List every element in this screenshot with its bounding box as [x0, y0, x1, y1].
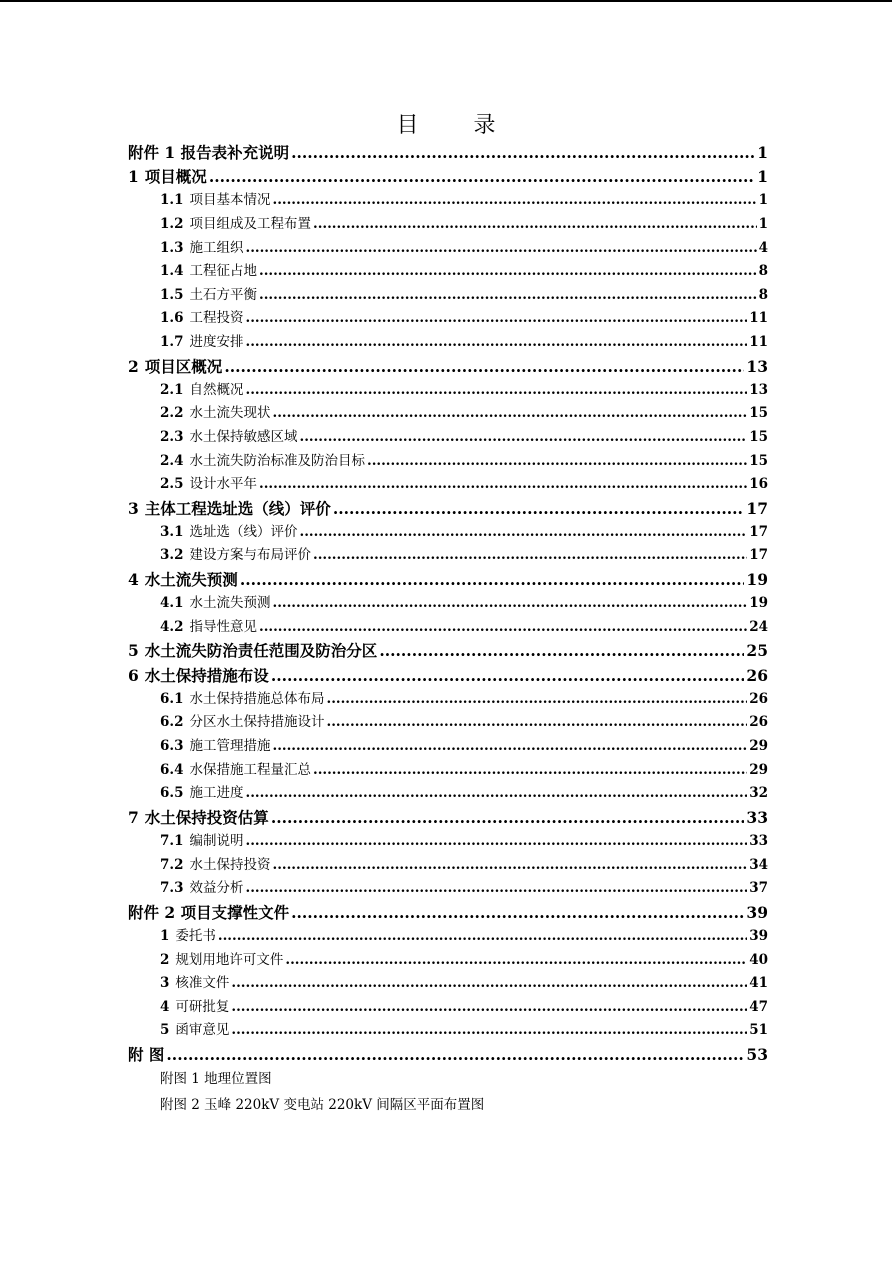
toc-entry-title: 施工进度: [189, 785, 244, 802]
toc-entry[interactable]: [160, 189, 768, 213]
toc-entry-page: 47: [749, 998, 768, 1015]
toc-dot-leader: [231, 996, 747, 1020]
toc-dot-leader: [273, 592, 748, 616]
toc-dot-leader: [246, 237, 757, 261]
page-title: 目 录: [396, 113, 520, 138]
toc-entry[interactable]: [160, 1067, 768, 1093]
toc-dot-leader: [291, 141, 755, 165]
toc-entry-title: 项目基本情况: [189, 192, 271, 209]
toc-entry-title: 附件 2 项目支撑性文件: [128, 902, 290, 922]
toc-entry-title: 设计水平年: [189, 476, 257, 493]
toc-entry-number: 3.2: [160, 547, 184, 564]
toc-entry-title: 自然概况: [189, 381, 244, 398]
toc-entry[interactable]: [160, 877, 768, 901]
toc-entry-title: 水土流失防治标准及防治目标: [189, 452, 365, 469]
toc-entry-page: 1: [758, 192, 768, 209]
toc-dot-leader: [259, 616, 747, 640]
toc-entry-title: 进度安排: [189, 333, 244, 350]
toc-entry[interactable]: [160, 213, 768, 237]
toc-entry-page: 17: [749, 547, 768, 564]
toc-dot-leader: [273, 735, 748, 759]
table-of-contents: [0, 141, 892, 1118]
toc-entry[interactable]: [128, 568, 768, 592]
toc-entry-page: 4: [758, 239, 768, 256]
toc-entry-page: 33: [746, 807, 768, 827]
toc-entry-page: 39: [746, 902, 768, 922]
toc-entry-number: 4: [128, 570, 139, 590]
toc-entry[interactable]: [160, 284, 768, 308]
toc-entry[interactable]: [160, 450, 768, 474]
toc-entry-number: 7.1: [160, 832, 184, 849]
toc-entry-page: 17: [749, 523, 768, 540]
toc-dot-leader: [259, 260, 757, 284]
toc-entry[interactable]: [160, 307, 768, 331]
toc-entry[interactable]: [160, 237, 768, 261]
toc-dot-leader: [231, 972, 747, 996]
toc-entry[interactable]: [160, 402, 768, 426]
toc-entry[interactable]: [160, 949, 768, 973]
toc-entry-number: 6.4: [160, 761, 184, 778]
toc-entry[interactable]: [160, 830, 768, 854]
toc-entry[interactable]: [160, 996, 768, 1020]
toc-entry-number: 1.5: [160, 286, 184, 303]
toc-entry-title: 水土保持敏感区域: [189, 428, 298, 445]
toc-entry-number: 3.1: [160, 523, 184, 540]
toc-entry-page: 1: [758, 215, 768, 232]
toc-entry[interactable]: [128, 639, 768, 663]
toc-entry-page: 15: [749, 428, 768, 445]
toc-entry-title: 水土保持措施总体布局: [189, 690, 325, 707]
toc-entry-page: 26: [746, 665, 768, 685]
toc-dot-leader: [231, 1019, 747, 1043]
toc-entry-page: 1: [757, 143, 768, 162]
toc-dot-leader: [300, 426, 748, 450]
toc-entry[interactable]: [160, 782, 768, 806]
toc-entry-title: 主体工程选址选（线）评价: [144, 498, 331, 518]
toc-entry-title: 项目组成及工程布置: [189, 215, 311, 232]
toc-dot-leader: [273, 189, 757, 213]
toc-entry[interactable]: [160, 592, 768, 616]
toc-entry-number: 6: [128, 665, 139, 685]
toc-entry-page: 11: [749, 333, 768, 350]
toc-entry-number: 2: [128, 356, 139, 376]
toc-entry-page: 26: [749, 714, 768, 731]
toc-entry-title: 水土流失预测: [144, 570, 238, 590]
toc-dot-leader: [327, 688, 748, 712]
toc-entry-number: 6.5: [160, 785, 184, 802]
toc-dot-leader: [246, 379, 748, 403]
toc-entry-page: 11: [749, 310, 768, 327]
toc-entry-number: 2.2: [160, 405, 184, 422]
toc-entry-page: 34: [749, 856, 768, 873]
toc-entry-title: 工程征占地: [189, 263, 257, 280]
toc-entry-number: 5: [128, 641, 139, 661]
toc-dot-leader: [246, 830, 748, 854]
toc-entry-title: 附图 1 地理位置图: [160, 1071, 272, 1088]
toc-entry-title: 编制说明: [189, 832, 244, 849]
toc-entry-number: 1.3: [160, 239, 184, 256]
toc-entry-title: 委托书: [175, 927, 216, 944]
toc-entry[interactable]: [128, 165, 768, 189]
toc-entry-title: 函审意见: [175, 1022, 230, 1039]
toc-entry-number: 1.7: [160, 333, 184, 350]
toc-entry-page: 17: [746, 498, 768, 518]
toc-entry-page: 19: [746, 570, 768, 590]
toc-entry-number: 7: [128, 807, 139, 827]
toc-entry-title: 效益分析: [189, 880, 244, 897]
toc-entry[interactable]: [160, 1019, 768, 1043]
toc-entry-title: 水土流失现状: [189, 405, 271, 422]
toc-entry-page: 32: [749, 785, 768, 802]
toc-entry-title: 施工管理措施: [189, 738, 271, 754]
toc-entry-number: 6.1: [160, 690, 184, 707]
toc-entry-number: 2.3: [160, 428, 184, 445]
toc-entry-page: 25: [746, 641, 768, 661]
toc-dot-leader: [291, 901, 744, 925]
toc-dot-leader: [271, 664, 745, 688]
toc-dot-leader: [240, 568, 745, 592]
toc-entry[interactable]: [160, 521, 768, 545]
toc-entry[interactable]: [128, 1043, 768, 1067]
toc-entry-number: 4.1: [160, 595, 184, 612]
toc-entry-title: 工程投资: [189, 310, 244, 327]
toc-entry[interactable]: [128, 664, 768, 688]
toc-dot-leader: [166, 1043, 744, 1067]
toc-entry-page: 39: [749, 927, 768, 944]
toc-entry-title: 土石方平衡: [189, 286, 257, 303]
toc-entry-page: 29: [749, 738, 768, 754]
toc-entry[interactable]: [128, 497, 768, 521]
toc-entry[interactable]: [160, 711, 768, 735]
toc-entry-number: 3: [160, 975, 170, 992]
toc-entry[interactable]: [128, 355, 768, 379]
toc-entry-title: 水土保持投资估算: [144, 807, 269, 827]
toc-entry-page: 37: [749, 880, 768, 897]
toc-entry-number: 7.3: [160, 880, 184, 897]
toc-entry-page: 24: [749, 618, 768, 635]
toc-dot-leader: [300, 521, 748, 545]
toc-entry[interactable]: [160, 473, 768, 497]
toc-entry-number: 1.6: [160, 310, 184, 327]
toc-dot-leader: [379, 639, 744, 663]
toc-entry-title: 附图 2 玉峰 220kV 变电站 220kV 间隔区平面布置图: [160, 1096, 485, 1113]
toc-entry-page: 13: [746, 356, 768, 376]
toc-entry-number: 6.3: [160, 738, 184, 754]
toc-dot-leader: [224, 355, 744, 379]
toc-entry-number: 2: [160, 951, 170, 968]
toc-entry-title: 核准文件: [175, 975, 230, 992]
toc-dot-leader: [246, 331, 748, 355]
toc-entry-number: 2.1: [160, 381, 184, 398]
toc-entry-page: 8: [758, 263, 768, 280]
toc-dot-leader: [271, 806, 745, 830]
toc-entry-number: 1.1: [160, 192, 184, 209]
toc-entry-page: 8: [758, 286, 768, 303]
toc-entry-page: 41: [749, 975, 768, 992]
toc-entry-number: 4: [160, 998, 170, 1015]
toc-entry-title: 项目区概况: [144, 356, 223, 376]
toc-dot-leader: [209, 165, 755, 189]
toc-entry-number: 2.5: [160, 476, 184, 493]
toc-dot-leader: [313, 759, 747, 783]
toc-dot-leader: [333, 497, 745, 521]
toc-dot-leader: [313, 544, 747, 568]
toc-dot-leader: [259, 473, 747, 497]
toc-entry[interactable]: [160, 972, 768, 996]
toc-dot-leader: [285, 949, 747, 973]
toc-entry-number: 4.2: [160, 618, 184, 635]
toc-dot-leader: [259, 284, 757, 308]
toc-entry[interactable]: [160, 854, 768, 878]
toc-entry-page: 1: [757, 167, 768, 187]
toc-dot-leader: [367, 450, 747, 474]
toc-entry-title: 水土流失预测: [189, 595, 271, 612]
toc-entry-title: 指导性意见: [189, 618, 257, 635]
toc-dot-leader: [246, 782, 748, 806]
toc-dot-leader: [246, 307, 748, 331]
toc-entry-title: 附件 1 报告表补充说明: [128, 143, 290, 162]
toc-entry[interactable]: [160, 759, 768, 783]
toc-dot-leader: [273, 854, 748, 878]
toc-entry[interactable]: [128, 806, 768, 830]
toc-entry-title: 分区水土保持措施设计: [189, 714, 325, 731]
toc-entry-page: 29: [749, 761, 768, 778]
toc-entry-number: 1: [160, 927, 170, 944]
toc-entry[interactable]: [160, 1093, 768, 1119]
toc-entry-number: 1: [128, 167, 139, 187]
toc-entry-title: 选址选（线）评价: [189, 523, 298, 540]
toc-entry-title: 可研批复: [175, 998, 230, 1015]
toc-entry-page: 53: [746, 1044, 768, 1064]
toc-entry-title: 水土保持措施布设: [144, 665, 269, 685]
toc-entry-title: 水保措施工程量汇总: [189, 761, 311, 778]
toc-entry[interactable]: [160, 735, 768, 759]
toc-entry[interactable]: [160, 544, 768, 568]
toc-dot-leader: [246, 877, 748, 901]
toc-entry-number: 5: [160, 1022, 170, 1039]
toc-entry-page: 16: [749, 476, 768, 493]
toc-dot-leader: [313, 213, 757, 237]
toc-entry[interactable]: [160, 260, 768, 284]
toc-entry[interactable]: [160, 688, 768, 712]
toc-dot-leader: [273, 402, 748, 426]
toc-entry[interactable]: [160, 925, 768, 949]
toc-entry-page: 19: [749, 595, 768, 612]
toc-dot-leader: [218, 925, 747, 949]
toc-entry[interactable]: [128, 901, 768, 925]
toc-entry-page: 40: [749, 951, 768, 968]
toc-entry-page: 15: [749, 452, 768, 469]
toc-entry[interactable]: [160, 616, 768, 640]
toc-entry-page: 26: [749, 690, 768, 707]
toc-entry[interactable]: [160, 426, 768, 450]
toc-entry-title: 水土保持投资: [189, 856, 271, 873]
toc-dot-leader: [327, 711, 748, 735]
toc-entry-title: 项目概况: [144, 167, 207, 187]
toc-entry-title: 规划用地许可文件: [175, 951, 284, 968]
toc-entry-number: 1.4: [160, 263, 184, 280]
toc-entry[interactable]: [160, 379, 768, 403]
toc-entry-number: 1.2: [160, 215, 184, 232]
toc-entry-page: 33: [749, 832, 768, 849]
toc-entry-page: 51: [749, 1022, 768, 1039]
toc-entry-page: 13: [749, 381, 768, 398]
toc-entry-number: 3: [128, 498, 139, 518]
toc-entry[interactable]: [128, 141, 768, 165]
toc-entry[interactable]: [160, 331, 768, 355]
toc-entry-title: 水土流失防治责任范围及防治分区: [144, 641, 378, 661]
toc-entry-number: 2.4: [160, 452, 184, 469]
toc-entry-page: 15: [749, 405, 768, 422]
toc-entry-number: 6.2: [160, 714, 184, 731]
toc-entry-title: 建设方案与布局评价: [189, 547, 311, 564]
toc-entry-title: 附 图: [128, 1044, 165, 1064]
toc-entry-title: 施工组织: [189, 239, 244, 256]
toc-entry-number: 7.2: [160, 856, 184, 873]
